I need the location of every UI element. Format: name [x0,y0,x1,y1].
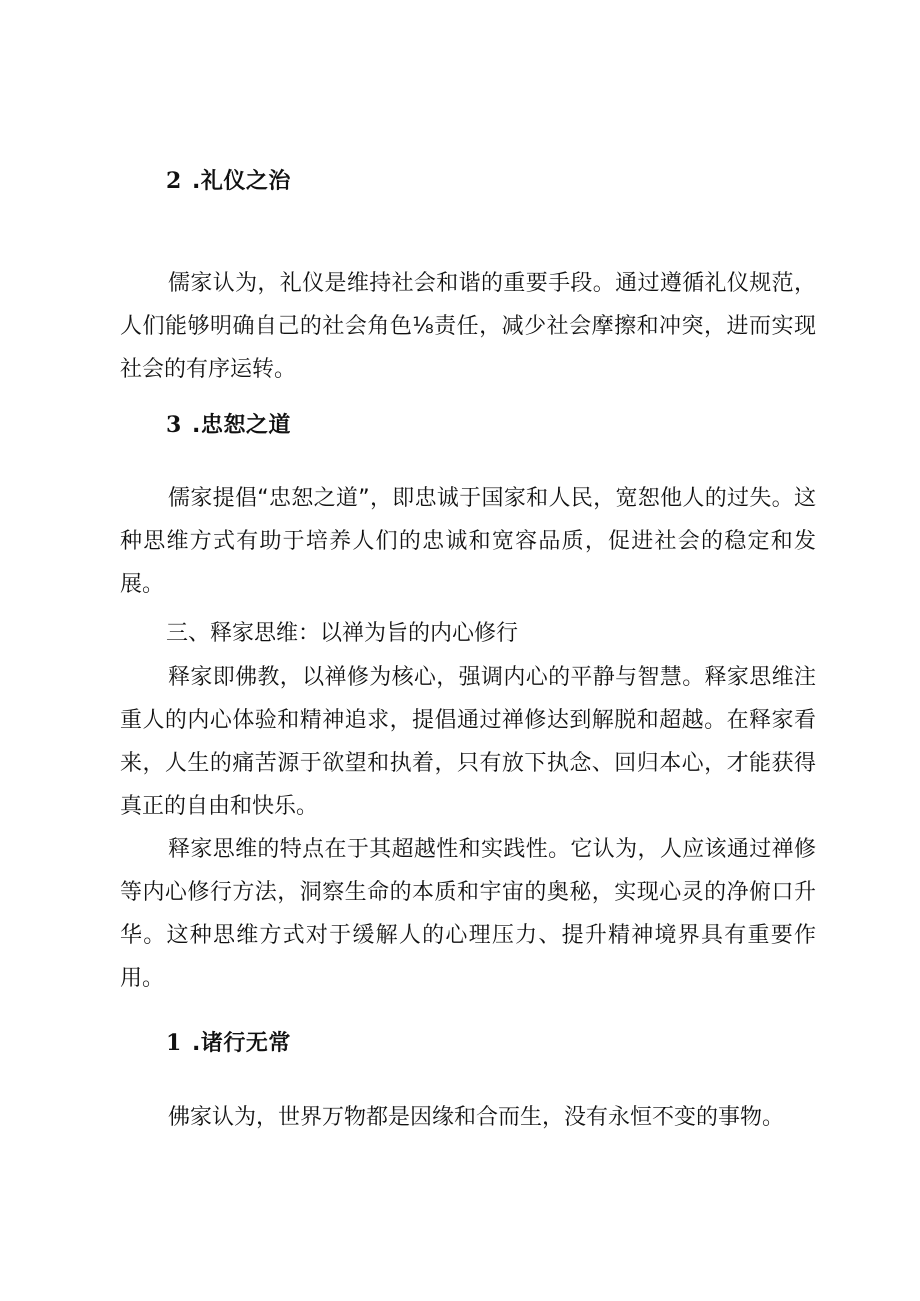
section-number: 3 [166,412,182,438]
paragraph-zhu-xing: 佛家认为，世界万物都是因缘和合而生，没有永恒不变的事物。 [168,1105,785,1130]
section-title: .礼仪之治 [192,169,291,194]
chapter-heading-shi-jia: 三、释家思维：以禅为旨的内心修行 [166,621,519,646]
paragraph-zhong-shu: 儒家提倡“忠恕之道”，即忠诚于国家和人民，宽恕他人的过失。这种思维方式有助于培养人们的忠诚和宽容品质，促进社会的稳定和发展。 [120,486,816,597]
section-title: .诸行无常 [192,1031,291,1056]
section-heading-li-yi [166,166,291,197]
paragraph-shi-jia-intro: 释家即佛教，以禅修为核心，强调内心的平静与智慧。释家思维注重人的内心体验和精神追求，提倡通过禅修达到解脱和超越。在释家看来，人生的痛苦源于欲望和执着，只有放下执念、回归本心，才能获得真正的自由和快乐。 [120,665,816,819]
paragraph-shi-jia-features: 释家思维的特点在于其超越性和实践性。它认为，人应该通过禅修等内心修行方法，洞察生命的本质和宇宙的奥秘，实现心灵的净俯口升华。这种思维方式对于缓解人的心理压力、提升精神境界具有重要作用。 [120,837,816,991]
section-heading-zhong-shu [166,410,291,441]
section-title: .忠恕之道 [192,413,291,438]
section-number: 1 [166,1030,182,1056]
section-heading-zhu-xing [166,1028,291,1059]
section-number: 2 [166,168,182,194]
paragraph-li-yi: 儒家认为，礼仪是维持社会和谐的重要手段。通过遵循礼仪规范，人们能够明确自己的社会角色⅛责任，减少社会摩擦和冲突，进而实现社会的有序运转。 [120,271,816,382]
